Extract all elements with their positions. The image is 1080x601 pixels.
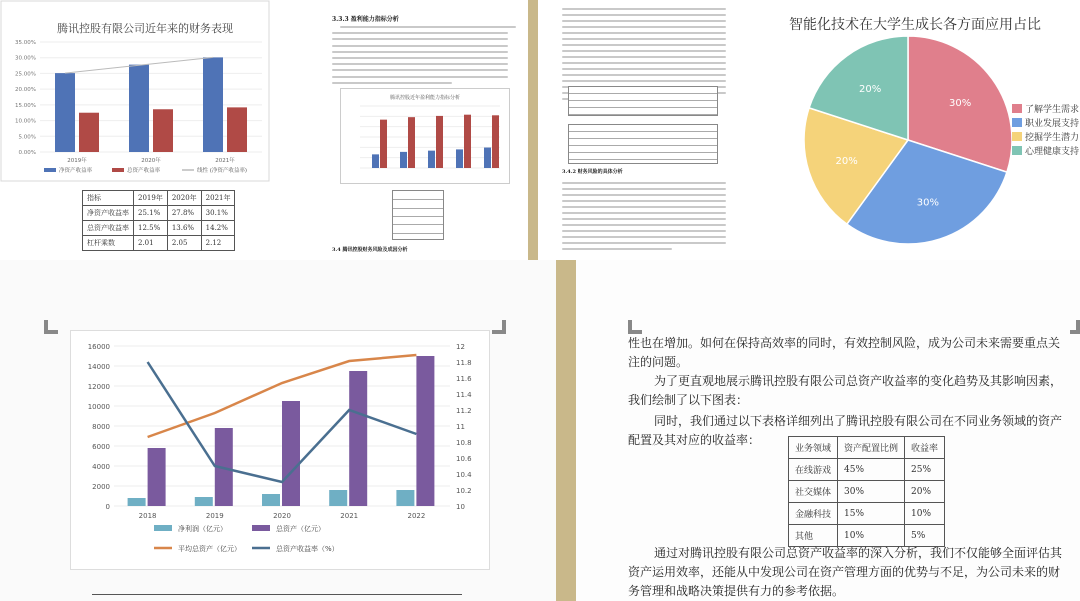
wood-edge xyxy=(556,260,576,601)
text-line xyxy=(332,76,508,78)
text-line xyxy=(340,26,516,28)
text-line xyxy=(562,62,726,64)
table-rule xyxy=(393,208,443,209)
paragraph-2: 为了更直观地展示腾讯控股有限公司总资产收益率的变化趋势及其影响因素，我们绘制了以下图表： xyxy=(628,374,1063,407)
corner-mark xyxy=(628,320,642,334)
y-tick-label: 0 xyxy=(105,503,110,511)
legend-label: 净资产收益率 xyxy=(59,168,93,174)
text-line xyxy=(332,57,508,59)
roe-table xyxy=(82,190,235,251)
paragraph-3: 同时，我们通过以下表格详细列出了腾讯控股有限公司在不同业务领域的资产配置及其对应的收益率： xyxy=(628,414,1063,447)
text-line xyxy=(332,82,452,84)
chart-title: 智能化技术在大学生成长各方面应用占比 xyxy=(789,17,1041,33)
text-line xyxy=(562,56,726,58)
y-tick-label: 10.00% xyxy=(15,118,36,125)
bar-total-assets xyxy=(416,356,434,506)
legend-label: 总资产收益率 xyxy=(127,168,161,174)
text-line xyxy=(562,80,726,82)
text-line xyxy=(562,212,726,214)
bar-net-profit xyxy=(329,490,347,506)
table-row xyxy=(789,437,945,459)
bar-total-assets xyxy=(282,401,300,506)
text-line xyxy=(562,44,726,46)
text-line xyxy=(562,50,726,52)
bar-net-profit xyxy=(128,498,146,506)
legend-label: 净利润（亿元） xyxy=(178,525,227,533)
text-line xyxy=(562,32,726,34)
table-cell: 30.1% xyxy=(201,206,235,221)
text-line xyxy=(562,236,726,238)
mini-table xyxy=(392,190,444,240)
legend-swatch xyxy=(1012,146,1022,155)
table-cell: 5% xyxy=(905,525,945,547)
y2-tick-label: 10.4 xyxy=(456,471,472,479)
roe-bar-chart xyxy=(0,0,270,182)
y-tick-label: 15.00% xyxy=(15,102,36,109)
y-tick-label: 35.00% xyxy=(15,40,36,46)
table-cell: 金融科技 xyxy=(789,503,838,525)
bar xyxy=(400,152,407,168)
text-line xyxy=(562,188,726,190)
text-line xyxy=(562,200,726,202)
y-tick-label: 5.00% xyxy=(18,134,36,141)
slice-label: 30% xyxy=(916,197,940,209)
table-row xyxy=(789,503,945,525)
business-allocation-table xyxy=(788,436,945,547)
text-line xyxy=(562,14,726,16)
asset-combo-chart xyxy=(70,330,490,570)
bar-net-profit xyxy=(396,490,414,506)
table-cell: 10% xyxy=(905,503,945,525)
table-cell: 27.8% xyxy=(167,206,201,221)
bar-net-profit xyxy=(195,497,213,506)
table-row xyxy=(83,236,235,251)
y-tick-label: 2000 xyxy=(92,483,110,491)
panel-asset-chart xyxy=(0,260,560,601)
y-tick-label: 30.00% xyxy=(15,55,36,62)
bar-roa xyxy=(79,113,99,152)
text-line xyxy=(562,26,726,28)
section-heading: 3.4.2 财务风险的具体分析 xyxy=(562,169,623,175)
text-line xyxy=(562,182,726,184)
paragraph-1: 性也在增加。如何在保持高效率的同时，有效控制风险，成为公司未来需要重点关注的问题。 xyxy=(628,336,1061,369)
table-cell: 20% xyxy=(905,481,945,503)
text-line xyxy=(562,206,726,208)
table-cell: 14.2% xyxy=(201,221,235,236)
bar-roa xyxy=(153,109,173,152)
text-line xyxy=(562,74,726,76)
bar-total-assets xyxy=(148,448,166,506)
table-row xyxy=(789,481,945,503)
y2-tick-label: 10.2 xyxy=(456,487,472,495)
bar-roa xyxy=(227,107,247,152)
text-line xyxy=(562,230,726,232)
text-line xyxy=(332,63,508,65)
table xyxy=(568,86,718,116)
bar xyxy=(484,148,491,168)
pie-chart xyxy=(740,0,1080,260)
bar xyxy=(456,149,463,168)
table-cell: 社交媒体 xyxy=(789,481,838,503)
profitability-chart xyxy=(340,88,510,184)
text-line xyxy=(332,38,508,40)
x-tick-label: 2018 xyxy=(138,512,157,520)
text-line xyxy=(562,224,726,226)
bar xyxy=(464,115,471,168)
x-tick-label: 2019年 xyxy=(67,158,87,164)
y-tick-label: 10000 xyxy=(87,403,110,411)
table-row xyxy=(789,459,945,481)
text-line xyxy=(562,38,726,40)
chart-title: 腾讯控股近年盈利能力指标分析 xyxy=(389,95,461,101)
legend-swatch xyxy=(1012,104,1022,113)
y-tick-label: 14000 xyxy=(87,363,110,371)
text-line xyxy=(562,20,726,22)
legend-label: 心理健康支持 xyxy=(1025,147,1080,157)
table-row xyxy=(83,221,235,236)
table-row xyxy=(83,206,235,221)
legend-swatch xyxy=(1012,118,1022,127)
table-cell: 2.12 xyxy=(201,236,235,251)
section-heading: 3.3.3 盈利能力指标分析 xyxy=(332,16,399,23)
table-rule xyxy=(393,233,443,234)
table-cell: 25% xyxy=(905,459,945,481)
bar-roe xyxy=(55,73,75,152)
text-line xyxy=(562,248,672,250)
bar xyxy=(428,151,435,168)
y-tick-label: 20.00% xyxy=(15,87,36,94)
bar xyxy=(372,154,379,168)
legend-label: 总资产（亿元） xyxy=(276,525,325,533)
table-cell: 10% xyxy=(838,525,905,547)
y2-tick-label: 10 xyxy=(456,503,465,511)
table-cell: 收益率 xyxy=(905,437,945,459)
table-cell: 15% xyxy=(838,503,905,525)
wood-edge xyxy=(528,0,538,260)
corner-mark xyxy=(1070,320,1080,334)
corner-mark xyxy=(492,320,506,334)
y-tick-label: 6000 xyxy=(92,443,110,451)
legend-label: 平均总资产（亿元） xyxy=(178,545,241,553)
slice-label: 30% xyxy=(949,98,972,110)
table-rule xyxy=(393,199,443,200)
table-row xyxy=(83,191,235,206)
x-tick-label: 2020年 xyxy=(141,158,161,164)
table-cell: 净资产收益率 xyxy=(83,206,134,221)
bar-total-assets xyxy=(349,371,367,506)
bar-roe xyxy=(203,57,223,152)
text-line xyxy=(332,51,508,53)
bar xyxy=(492,115,499,168)
panel-roe-chart xyxy=(0,0,270,260)
table-edge xyxy=(92,594,462,601)
bar xyxy=(380,120,387,168)
text-line xyxy=(332,45,508,47)
table-cell: 资产配置比例 xyxy=(838,437,905,459)
text-line xyxy=(562,194,726,196)
text-line xyxy=(562,218,726,220)
y2-tick-label: 11.4 xyxy=(456,391,472,399)
table-rule xyxy=(393,216,443,217)
table-cell: 其他 xyxy=(789,525,838,547)
y-tick-label: 25.00% xyxy=(15,71,36,78)
x-tick-label: 2021年 xyxy=(215,158,235,164)
y-tick-label: 16000 xyxy=(87,343,110,351)
slice-label: 20% xyxy=(858,83,882,95)
x-tick-label: 2019 xyxy=(205,512,224,520)
legend-label: 线性 (净资产收益率) xyxy=(197,168,248,174)
slice-label: 20% xyxy=(835,155,858,167)
table-cell: 45% xyxy=(838,459,905,481)
x-tick-label: 2021 xyxy=(340,512,359,520)
table-cell: 2021年 xyxy=(201,191,235,206)
panel-risk-page xyxy=(528,0,740,260)
y2-tick-label: 11 xyxy=(456,423,465,431)
table-cell: 2.01 xyxy=(134,236,168,251)
table-cell: 在线游戏 xyxy=(789,459,838,481)
corner-mark xyxy=(44,320,58,334)
legend-swatch xyxy=(44,168,56,172)
text-line xyxy=(562,242,726,244)
legend-label: 挖掘学生潜力 xyxy=(1025,133,1080,143)
table-cell: 12.5% xyxy=(134,221,168,236)
table-cell: 30% xyxy=(838,481,905,503)
text-line xyxy=(562,68,726,70)
legend-swatch xyxy=(112,168,124,172)
table-cell: 杠杆乘数 xyxy=(83,236,134,251)
legend-swatch xyxy=(154,525,172,531)
table-cell: 总资产收益率 xyxy=(83,221,134,236)
bar xyxy=(408,117,415,168)
bar-net-profit xyxy=(262,494,280,506)
panel-document-page xyxy=(270,0,540,260)
legend-swatch xyxy=(1012,132,1022,141)
text-line xyxy=(332,32,508,34)
y2-tick-label: 11.6 xyxy=(456,375,472,383)
legend-label: 总资产收益率（%） xyxy=(276,545,339,553)
y2-tick-label: 10.8 xyxy=(456,439,472,447)
x-tick-label: 2020 xyxy=(273,512,291,520)
section-heading: 3.4 腾讯控股财务风险及成因分析 xyxy=(332,247,408,253)
panel-pie-chart xyxy=(740,0,1080,260)
paragraph-4: 通过对腾讯控股有限公司总资产收益率的深入分析，我们不仅能够全面评估其资产运用效率，还能从中发现公司在资产管理方面的优势与不足，为公司未来的财务管理和战略决策提供有力的参考依据。 xyxy=(628,546,1063,598)
y2-tick-label: 10.6 xyxy=(456,455,472,463)
panel-analysis-page xyxy=(556,260,1080,601)
text-line xyxy=(562,8,726,10)
table-cell: 2.05 xyxy=(167,236,201,251)
x-tick-label: 2022 xyxy=(407,512,426,520)
bar-roe xyxy=(129,65,149,152)
table xyxy=(568,124,718,164)
table-cell: 13.6% xyxy=(167,221,201,236)
legend-label: 职业发展支持 xyxy=(1025,119,1080,129)
legend-swatch xyxy=(252,525,270,531)
table-cell: 指标 xyxy=(83,191,134,206)
y2-tick-label: 11.2 xyxy=(456,407,472,415)
y-tick-label: 0.00% xyxy=(18,150,36,156)
y-tick-label: 12000 xyxy=(87,383,110,391)
table-cell: 2019年 xyxy=(134,191,168,206)
table-cell: 25.1% xyxy=(134,206,168,221)
table-cell: 业务领域 xyxy=(789,437,838,459)
chart-title: 腾讯控股有限公司近年来的财务表现 xyxy=(57,22,233,35)
bar xyxy=(436,116,443,168)
table-cell: 2020年 xyxy=(167,191,201,206)
legend-label: 了解学生需求 xyxy=(1025,105,1080,115)
text-line xyxy=(332,69,508,71)
y2-tick-label: 11.8 xyxy=(456,359,472,367)
table-rule xyxy=(393,224,443,225)
y-tick-label: 4000 xyxy=(92,463,110,471)
y2-tick-label: 12 xyxy=(456,343,465,351)
y-tick-label: 8000 xyxy=(92,423,110,431)
